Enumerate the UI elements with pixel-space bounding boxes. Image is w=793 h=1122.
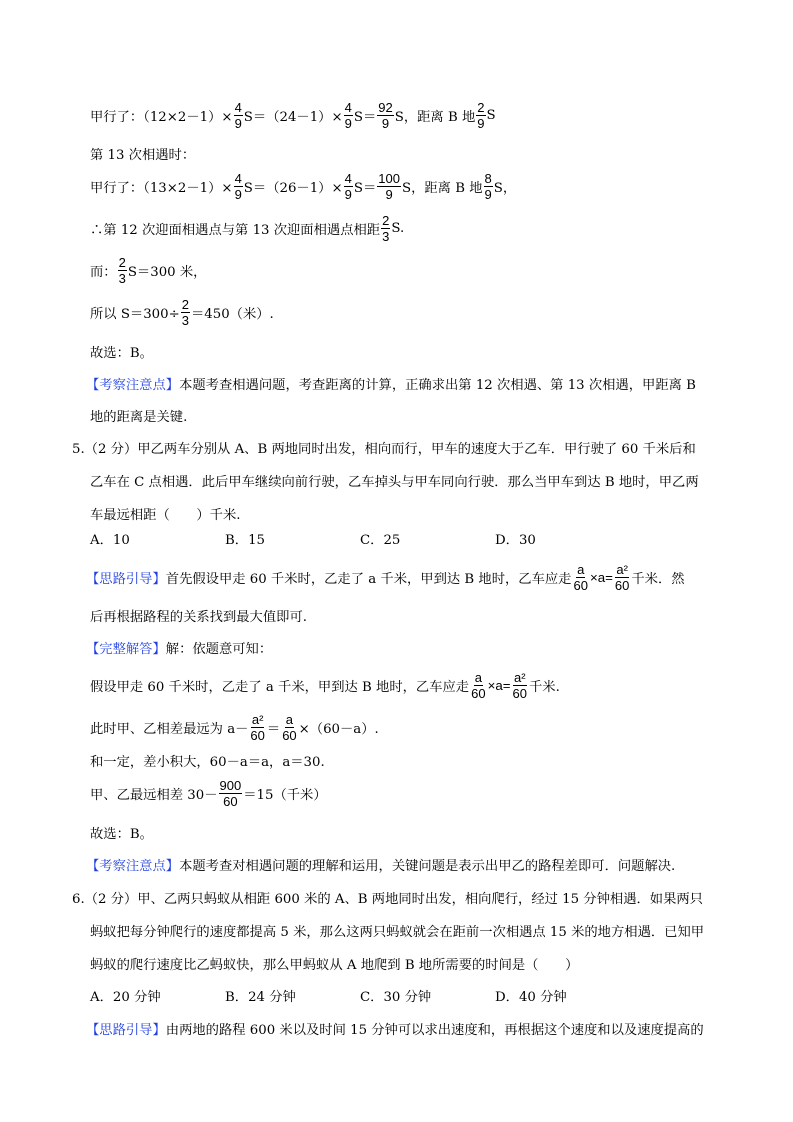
text: 假设甲走 60 千米时，乙走了 a 千米，甲到达 B 地时，乙车应走 <box>90 679 470 695</box>
note-text-cont: 地的距离是关键. <box>90 409 188 425</box>
text: 而： <box>90 264 117 280</box>
text: 首先假设甲走 60 千米时，乙走了 a 千米，甲到达 B 地时，乙车应走 <box>165 571 572 587</box>
text: S <box>486 107 496 123</box>
text: 此时甲、乙相差最远为 a－ <box>90 721 249 737</box>
note-block-q5 <box>86 852 675 876</box>
text: ＝15（千米） <box>243 787 327 803</box>
option-a[interactable]: A．10 <box>90 532 130 548</box>
fraction: $\frac{100}{9}$ <box>378 170 400 202</box>
solution-line-equation <box>90 254 207 286</box>
text: S＝300 米， <box>127 264 207 280</box>
text: ＝450（米）. <box>190 306 274 322</box>
text: S， <box>493 180 517 196</box>
fraction: $\frac{2}{3}$ <box>118 254 126 286</box>
fraction: $\frac{2}{3}$ <box>382 212 390 244</box>
note-text: 本题考查对相遇问题的理解和运用，关键问题是表示出甲乙的路程差即可．问题解决. <box>179 858 676 874</box>
answer-line4 <box>90 777 327 809</box>
option-c[interactable]: C．25 <box>360 532 401 548</box>
text: 所以 S＝300÷ <box>90 306 180 322</box>
note-text: 本题考查相遇问题，考查距离的计算，正确求出第 12 次相遇、第 13 次相遇，甲距离 B <box>179 377 696 393</box>
question-6-options <box>90 983 630 1007</box>
hint-label: 【思路引导】 <box>86 571 166 587</box>
note-label: 【考察注意点】 <box>86 858 180 874</box>
fraction: $\frac{4}{9}$ <box>234 170 242 202</box>
text: S，距离 B 地 <box>394 109 476 125</box>
fraction: $\frac{4}{9}$ <box>234 99 242 131</box>
text: 甲、乙最远相差 30－ <box>90 787 218 803</box>
text: 千米．然 <box>631 571 685 587</box>
fraction: $\frac{\text{a²}}{60}$ <box>250 711 265 743</box>
question-6-line3: 蚂蚁的爬行速度比乙蚂蚁快，那么甲蚂蚁从 A 地爬到 B 地所需要的时间是（ ） <box>90 957 579 973</box>
note-block <box>86 371 696 395</box>
fraction: $\frac{92}{9}$ <box>378 99 393 131</box>
option-b[interactable]: B．24 分钟 <box>225 989 296 1005</box>
fraction: $\frac{4}{9}$ <box>344 170 352 202</box>
answer-label: 【完整解答】 <box>86 641 166 657</box>
fraction: $\frac{900}{60}$ <box>219 777 242 809</box>
answer-line1 <box>90 669 560 701</box>
fraction: $\frac{\text{a²}}{60}$ <box>614 561 630 593</box>
solution-line-13th-heading: 第 13 次相遇时： <box>90 147 196 163</box>
solution-line-distance <box>90 212 405 244</box>
solution-line-13th-meeting <box>90 170 517 202</box>
answer-line3: 和一定，差小积大，60－a＝a，a＝30. <box>90 754 325 770</box>
hint-label: 【思路引导】 <box>86 1022 166 1038</box>
fraction: $\frac{a}{60}$ <box>282 711 297 743</box>
question-6-line1: 6.（2 分）甲、乙两只蚂蚁从相距 600 米的 A、B 两地同时出发，相向爬行，经过 15 分钟相遇．如果两只 <box>72 891 703 907</box>
solution-line-result <box>90 296 274 328</box>
option-d[interactable]: D．30 <box>495 532 536 548</box>
answer-heading <box>86 635 272 659</box>
option-d[interactable]: D．40 分钟 <box>495 989 567 1005</box>
hint-block-q6 <box>86 1016 704 1040</box>
hint-block <box>86 561 685 593</box>
text: ∴第 12 次迎面相遇点与第 13 次迎面相遇点相距 <box>90 222 381 238</box>
text: ＝ <box>266 721 281 737</box>
text: S＝（24－1）× <box>243 109 343 125</box>
fraction: $\frac{8}{9}$ <box>484 170 492 202</box>
text: 甲行了：（13×2－1）× <box>90 180 233 196</box>
answer-line2 <box>90 711 379 743</box>
question-5-options <box>90 526 630 550</box>
hint-text: 由两地的路程 600 米以及时间 15 分钟可以求出速度和，再根据这个速度和以及速度提高的 <box>165 1022 704 1038</box>
question-5-line3: 车最远相距（ ）千米. <box>90 507 241 523</box>
text: ×（60－a）. <box>298 721 379 737</box>
option-a[interactable]: A．20 分钟 <box>90 989 161 1005</box>
text: ×a= <box>487 677 511 693</box>
question-6-line2: 蚂蚁把每分钟爬行的速度都提高 5 米，那么这两只蚂蚁就会在距前一次相遇点 15 米的地方相遇．已知甲 <box>90 924 705 940</box>
fraction: $\frac{4}{9}$ <box>344 99 352 131</box>
text: 千米. <box>528 679 560 695</box>
text: S. <box>391 220 405 236</box>
text: S＝ <box>353 109 377 125</box>
fraction: $\frac{2}{3}$ <box>181 296 189 328</box>
answer-choice: 故选：B。 <box>90 826 153 842</box>
fraction: $\frac{\text{a²}}{60}$ <box>512 669 527 701</box>
fraction: $\frac{a}{60}$ <box>573 561 588 593</box>
option-b[interactable]: B．15 <box>225 532 265 548</box>
fraction: $\frac{2}{9}$ <box>477 99 485 131</box>
text: 甲行了：（12×2－1）× <box>90 109 233 125</box>
fraction: $\frac{a}{60}$ <box>471 669 486 701</box>
question-5-line1: 5.（2 分）甲乙两车分别从 A、B 两地同时出发，相向而行，甲车的速度大于乙车．甲行驶了 60 千米后和 <box>72 441 696 457</box>
text: S＝ <box>353 180 377 196</box>
option-c[interactable]: C．30 分钟 <box>360 989 432 1005</box>
note-label: 【考察注意点】 <box>86 377 180 393</box>
solution-answer: 故选：B。 <box>90 345 153 361</box>
text: S，距离 B 地 <box>401 180 483 196</box>
question-5-line2: 乙车在 C 点相遇．此后甲车继续向前行驶，乙车掉头与甲车同向行驶．那么当甲车到达 B 地时，甲乙两 <box>90 474 699 490</box>
text: 解：依题意可知： <box>165 641 273 657</box>
text: S＝（26－1）× <box>243 180 343 196</box>
hint-text-cont: 后再根据路程的关系找到最大值即可. <box>90 609 307 625</box>
solution-line-12th-meeting <box>90 99 496 131</box>
text: ×a= <box>589 569 613 585</box>
